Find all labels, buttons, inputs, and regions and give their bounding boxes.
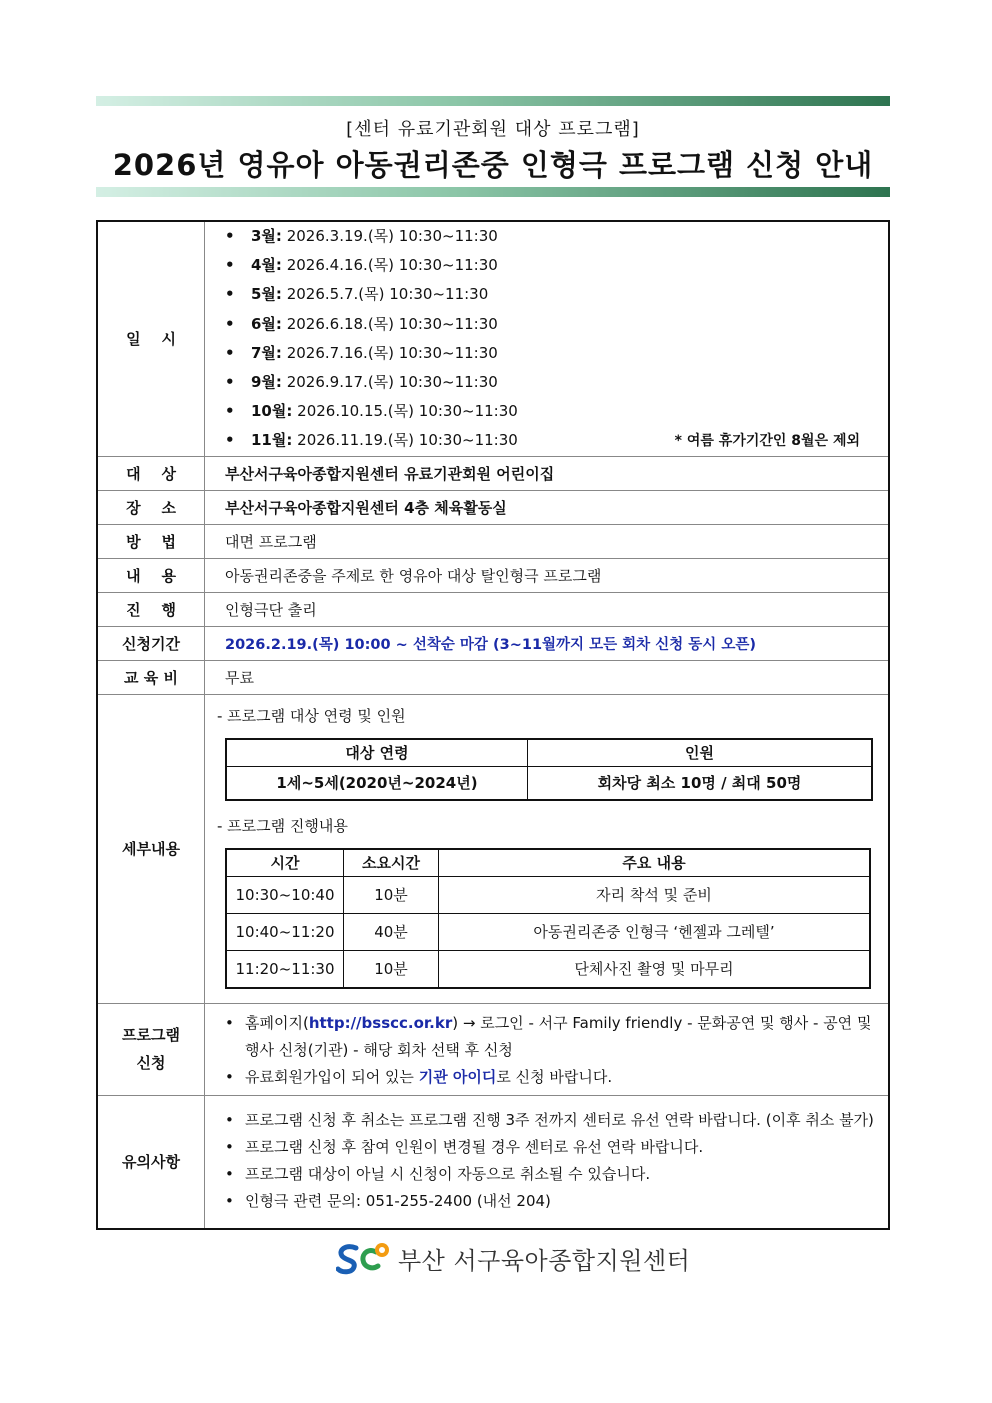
age-section-title: - 프로그램 대상 연령 및 인원: [217, 706, 406, 725]
fee-value: 무료: [205, 660, 890, 694]
target-label: 대 상: [97, 456, 205, 490]
footer: [336, 1238, 690, 1278]
schedule-item: • 9월: 2026.9.17.(목) 10:30~11:30: [225, 368, 888, 397]
schedule-item: • 7월: 2026.7.16.(목) 10:30~11:30: [225, 339, 888, 368]
place-row: [97, 490, 889, 524]
page-title: 2026년 영유아 아동권리존중 인형극 프로그램 신청 안내: [112, 148, 874, 182]
sched-cell: 11:20~11:30: [226, 950, 344, 988]
sched-cell: 아동권리존중 인형극 ‘헨젤과 그레텔’: [439, 913, 871, 950]
notes-label: 유의사항: [97, 1095, 205, 1229]
host-row: [97, 592, 889, 626]
sched-table-row: [226, 913, 870, 950]
notes-cell: [205, 1095, 890, 1229]
notes-item: • 프로그램 대상이 아닐 시 신청이 자동으로 취소될 수 있습니다.: [225, 1161, 878, 1188]
schedule-row: [97, 221, 889, 456]
schedule-item: • 11월: 2026.11.19.(목) 10:30~11:30: [225, 426, 888, 455]
schedule-note: * 여름 휴가기간인 8월은 제외: [674, 432, 860, 449]
footer-org-name: 부산 서구육아종합지원센터: [398, 1246, 691, 1275]
apply-list: [205, 1004, 888, 1095]
age-cell: 1세~5세(2020년~2024년): [226, 766, 528, 800]
period-value: 2026.2.19.(목) 10:00 ~ 선착순 마감 (3~11월까지 모든 회차 신청 동시 오픈): [205, 626, 890, 660]
apply-row: [97, 1003, 889, 1095]
age-table-header: [226, 739, 872, 767]
details-label: 세부내용: [97, 694, 205, 1003]
age-header-cell: 대상 연령: [226, 739, 528, 767]
age-table-row: [226, 766, 872, 800]
homepage-link[interactable]: http://bsscc.or.kr: [308, 1013, 453, 1032]
notes-item: • 인형극 관련 문의: 051-255-2400 (내선 204): [225, 1188, 878, 1215]
schedule-item: • 10월: 2026.10.15.(목) 10:30~11:30: [225, 397, 888, 426]
place-label: 장 소: [97, 490, 205, 524]
schedule-item: • 4월: 2026.4.16.(목) 10:30~11:30: [225, 251, 888, 280]
sched-header-cell: 시간: [226, 849, 344, 877]
fee-label: 교 육 비: [97, 660, 205, 694]
schedule-cell: [205, 221, 890, 456]
host-value: 인형극단 출리: [205, 592, 890, 626]
notes-item: • 프로그램 신청 후 참여 인원이 변경될 경우 센터로 유선 연락 바랍니다.: [225, 1134, 878, 1161]
agency-id-emphasis: 기관 아이디: [418, 1067, 497, 1086]
header-bottom-bar: [96, 187, 890, 197]
content-row: [97, 558, 889, 592]
sched-cell: 10:30~10:40: [226, 876, 344, 913]
place-value: 부산서구육아종합지원센터 4층 체육활동실: [205, 490, 890, 524]
apply-label: 프로그램 신청: [97, 1003, 205, 1095]
age-header-cell: 인원: [528, 739, 873, 767]
notes-list: [205, 1105, 888, 1219]
info-table: [96, 220, 890, 1230]
method-value: 대면 프로그램: [205, 524, 890, 558]
sched-cell: 10분: [344, 876, 439, 913]
sched-cell: 40분: [344, 913, 439, 950]
age-cell: 회차당 최소 10명 / 최대 50명: [528, 766, 873, 800]
sched-section-title: - 프로그램 진행내용: [217, 816, 348, 835]
schedule-label: 일 시: [97, 221, 205, 456]
sched-cell: 10:40~11:20: [226, 913, 344, 950]
details-row: [97, 694, 889, 1003]
schedule-item: • 6월: 2026.6.18.(목) 10:30~11:30: [225, 310, 888, 339]
sched-table: [225, 848, 871, 989]
method-label: 방 법: [97, 524, 205, 558]
target-value: 부산서구육아종합지원센터 유료기관회원 어린이집: [205, 456, 890, 490]
schedule-item: • 5월: 2026.5.7.(목) 10:30~11:30: [225, 280, 888, 309]
details-cell: [205, 694, 890, 1003]
sched-header-cell: 소요시간: [344, 849, 439, 877]
method-row: [97, 524, 889, 558]
sched-cell: 10분: [344, 950, 439, 988]
sched-cell: 단체사진 촬영 및 마무리: [439, 950, 871, 988]
sched-table-header: [226, 849, 870, 877]
sched-header-cell: 주요 내용: [439, 849, 871, 877]
notes-row: [97, 1095, 889, 1229]
page-subtitle: [센터 유료기관회원 대상 프로그램]: [346, 119, 640, 140]
schedule-list: [205, 222, 888, 456]
age-table: [225, 738, 873, 801]
sched-cell: 자리 착석 및 준비: [439, 876, 871, 913]
apply-item: • 홈페이지(http://bsscc.or.kr) → 로그인 - 서구 Family friendly - 문화공연 및 행사 - 공연 및 행사 신청(기관) - 해당 회차 선택 후 신청: [225, 1010, 878, 1064]
apply-item: • 유료회원가입이 되어 있는 기관 아이디로 신청 바랍니다.: [225, 1064, 878, 1091]
header-top-bar: [96, 96, 890, 106]
apply-cell: [205, 1003, 890, 1095]
period-label: 신청기간: [97, 626, 205, 660]
notes-item: • 프로그램 신청 후 취소는 프로그램 진행 3주 전까지 센터로 유선 연락 바랍니다. (이후 취소 불가): [225, 1107, 878, 1134]
content-value: 아동권리존중을 주제로 한 영유아 대상 탈인형극 프로그램: [205, 558, 890, 592]
target-row: [97, 456, 889, 490]
period-row: [97, 626, 889, 660]
host-label: 진 행: [97, 592, 205, 626]
scc-logo-icon: [336, 1240, 392, 1276]
content-label: 내 용: [97, 558, 205, 592]
sched-table-row: [226, 950, 870, 988]
fee-row: [97, 660, 889, 694]
schedule-item: • 3월: 2026.3.19.(목) 10:30~11:30: [225, 222, 888, 251]
sched-table-row: [226, 876, 870, 913]
